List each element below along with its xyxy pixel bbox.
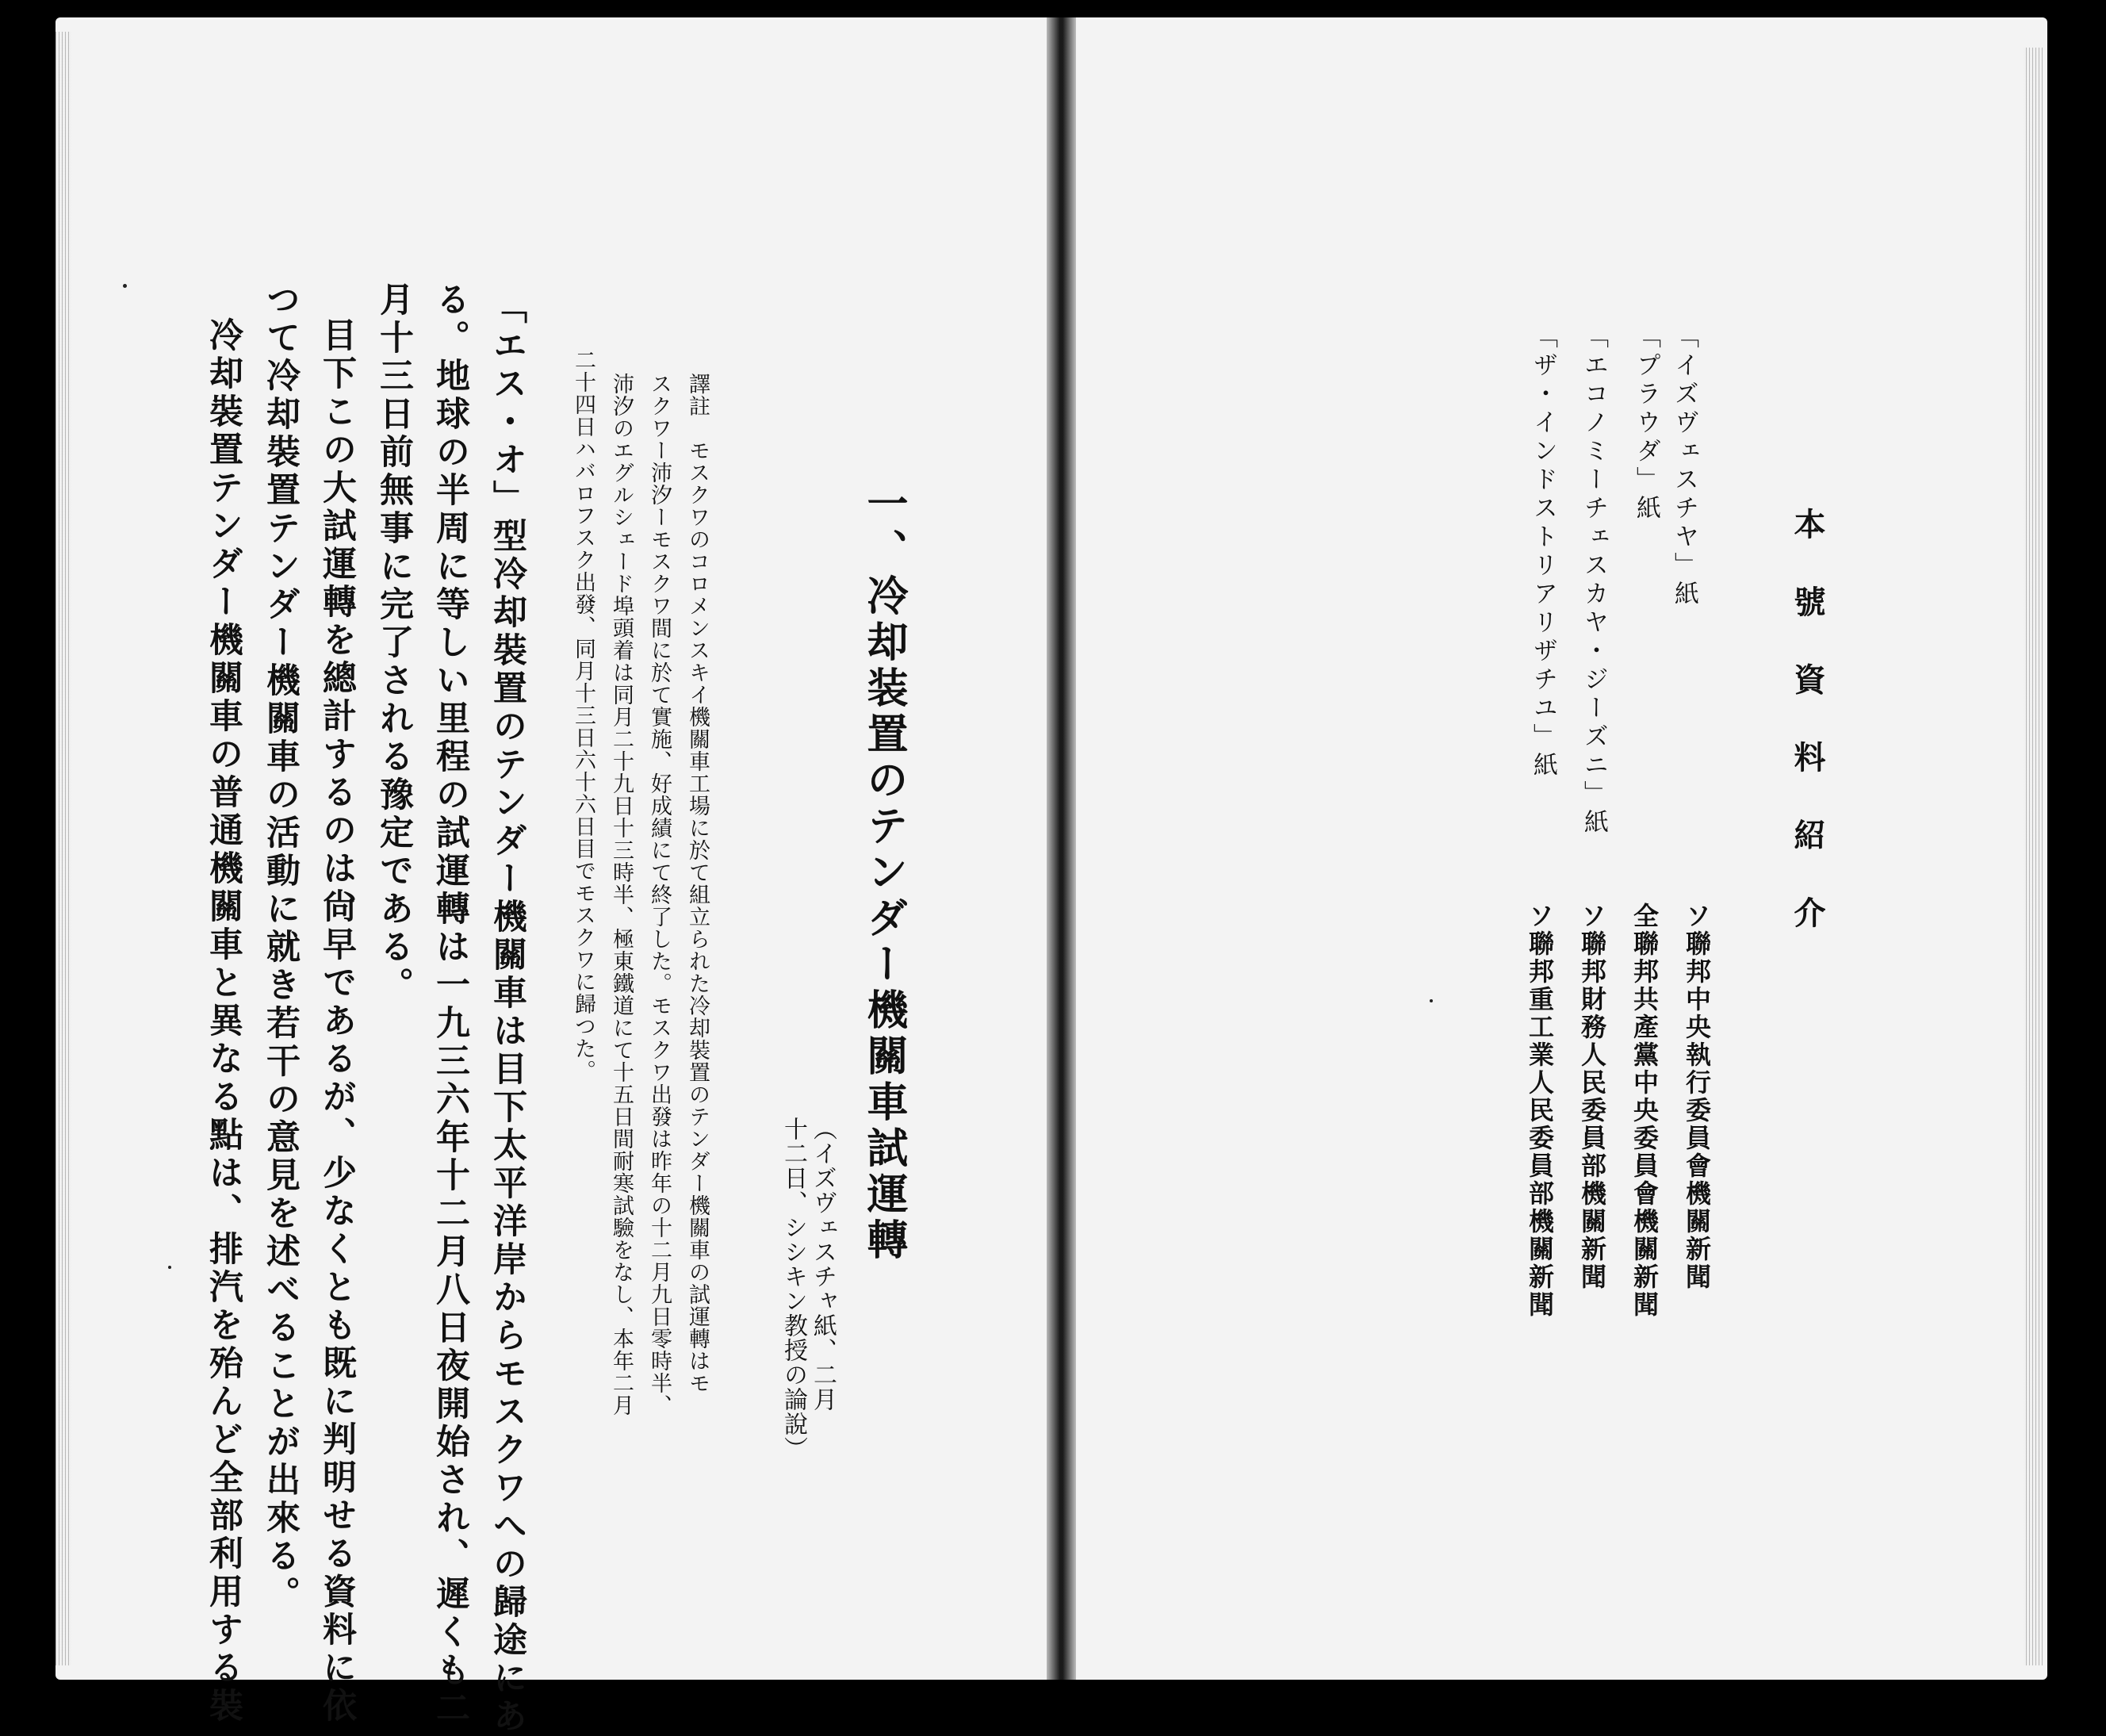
newspaper-organ: 全聯邦共產黨中央委員會機關新聞	[1629, 902, 1660, 1319]
source-line-2: 十二日、シシキン教授の論說）	[779, 1117, 807, 1461]
translator-note-line: スクワー沛汐ーモスクワ間に於て實施、好成績にて終了した。モスクワ出發は昨年の十二月九日零時半、	[647, 373, 672, 1416]
newspaper-organ: ソ聯邦中央執行委員會機關新聞	[1682, 902, 1712, 1291]
body-line: 月十三日前無事に完了される豫定である。	[374, 282, 414, 1005]
body-line: る。地球の半周に等しい里程の試運轉は一九三六年十二月八日夜開始され、遲くも二	[431, 282, 470, 1728]
translator-note-line: 譯註 モスクワのコロメンスキイ機關車工場に於て組立られた冷却裝置のテンダー機關車の試運轉はモ	[685, 373, 710, 1394]
newspaper-name: 「イズヴェスチヤ」紙	[1670, 324, 1698, 609]
newspaper-organ: ソ聯邦重工業人民委員部機關新聞	[1525, 902, 1555, 1319]
page-edge-left	[56, 32, 71, 1665]
body-line: 「エス・オ」型冷却裝置のテンダー機關車は目下太平洋岸からモスクワへの歸途にあ	[488, 289, 527, 1736]
body-line: 目下この大試運轉を總計するのは尙早であるが、少なくとも既に判明せる資料に依	[317, 317, 357, 1726]
body-line: つて冷却裝置テンダー機關車の活動に就き若干の意見を述べることが出來る。	[261, 282, 301, 1614]
right-page	[1076, 17, 2047, 1680]
scan-speck	[1430, 999, 1433, 1002]
book-gutter	[1047, 17, 1076, 1680]
newspaper-name: 「プラウダ」紙	[1632, 324, 1660, 523]
scan-speck	[168, 1266, 171, 1269]
scan-speck	[123, 284, 127, 288]
page-edge-right	[2024, 48, 2043, 1665]
body-line: 冷却裝置テンダー機關車の普通機關車と異なる點は、排汽を殆んど全部利用する裝	[204, 317, 243, 1726]
newspaper-name: 「エコノミーチェスカヤ・ジーズニ」紙	[1580, 324, 1608, 837]
section-heading: 本號資料紹介	[1789, 508, 1826, 974]
newspaper-name: 「ザ・インドストリアリザチユ」紙	[1529, 324, 1557, 780]
article-title: 一、冷却装置のテンダー機關車試運轉	[860, 482, 908, 1264]
translator-note-line: 二十四日ハバロフスク出發、同月十三日六十六日目でモスクワに歸つた。	[571, 349, 595, 1082]
source-line-1: （イズヴェスチャ紙、二月	[809, 1117, 837, 1412]
newspaper-organ: ソ聯邦財務人民委員部機關新聞	[1577, 902, 1607, 1291]
translator-note-line: 沛汐のエグルシェード埠頭着は同月二十九日十三時半、極東鐵道にて十五日間耐寒試驗をなし、本年二月	[609, 373, 634, 1416]
